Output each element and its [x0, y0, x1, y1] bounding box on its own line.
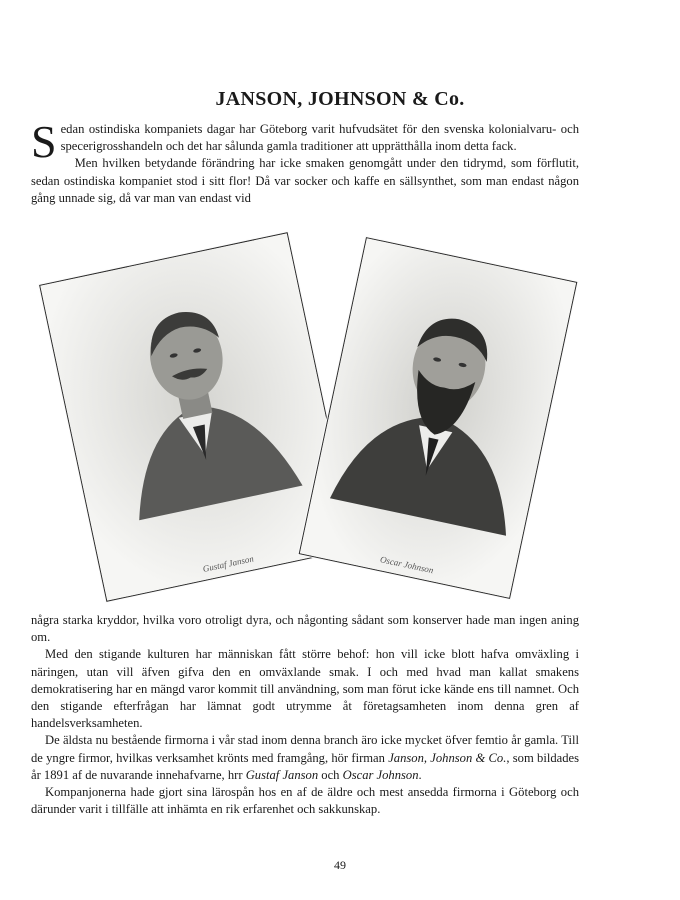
body-paragraph-1: några starka kryddor, hvilka voro otroligt dyra, och någonting sådant som konserver hade man ingen aning om.: [31, 613, 579, 645]
intro-paragraph-2: Men hvilken betydande förändring har icke smaken genomgått under den tidrymd, som förflutit, sedan ostindiska kompaniet stod i sitt flor! Då var socker och kaffe en sällsynthet, som man endast någon gång unnade sig, då var man van endast vid: [31, 156, 579, 205]
drop-cap: S: [31, 116, 57, 167]
partner-name-2: Oscar Johnson: [342, 767, 419, 782]
body-paragraph-2: Med den stigande kulturen har människan fått större behof: hon vill icke blott hafva omväxling i näringen, utan vill äfven gifva den en omväxlande smak. I och med hvad man kallat smakens demokratisering har en mängd varor kommit till användning, som man förut icke kände ens till namnet. Och den stigande efterfrågan har lämnat godt utrymme åt företagsamheten inom denna gren af handelsverksamheten.: [31, 647, 579, 731]
portrait-oscar-johnson: [299, 237, 578, 599]
body-paragraph-3-end: .: [418, 767, 422, 782]
portrait-right-image: [300, 238, 576, 597]
partner-name-1: Gustaf Janson: [245, 767, 319, 782]
intro-paragraph-1-text: edan ostindiska kompaniets dagar har Göteborg varit hufvudsätet för den svenska kolonialvaru- och specerigrosshandeln och det har sålunda gamla traditioner att upprätthålla inom detta fack.: [60, 122, 579, 154]
intro-paragraph-1: [31, 116, 579, 167]
body-paragraph-3-and: och: [318, 767, 343, 782]
body-paragraph-3-text-a: De äldsta nu bestående firmorna i vår stad inom denna branch äro icke mycket öfver femtio år gamla. Till de yngre firmor, hvilkas verksamhet krönts med framgång, hör firman: [31, 733, 579, 765]
portrait-left-caption: Gustaf Janson: [201, 553, 255, 574]
intro-text: [31, 116, 579, 207]
page-title: JANSON, JOHNSON & Co.: [215, 88, 465, 110]
portrait-right-caption: Oscar Johnson: [379, 554, 435, 576]
firm-name: Janson, Johnson & Co.: [388, 750, 507, 765]
body-text: [31, 612, 579, 818]
body-paragraph-3: [31, 732, 579, 784]
body-paragraph-3-text-b: , som bildades år 1891 af de nuvarande innehafvarne, hrr: [31, 750, 579, 782]
body-paragraph-4: Kompanjonerna hade gjort sina lärospån hos en af de äldre och mest ansedda firmorna i Göteborg och därunder varit i tillfälle att inhämta en rik erfarenhet och sakkunskap.: [31, 785, 579, 817]
page-number: 49: [334, 858, 346, 872]
